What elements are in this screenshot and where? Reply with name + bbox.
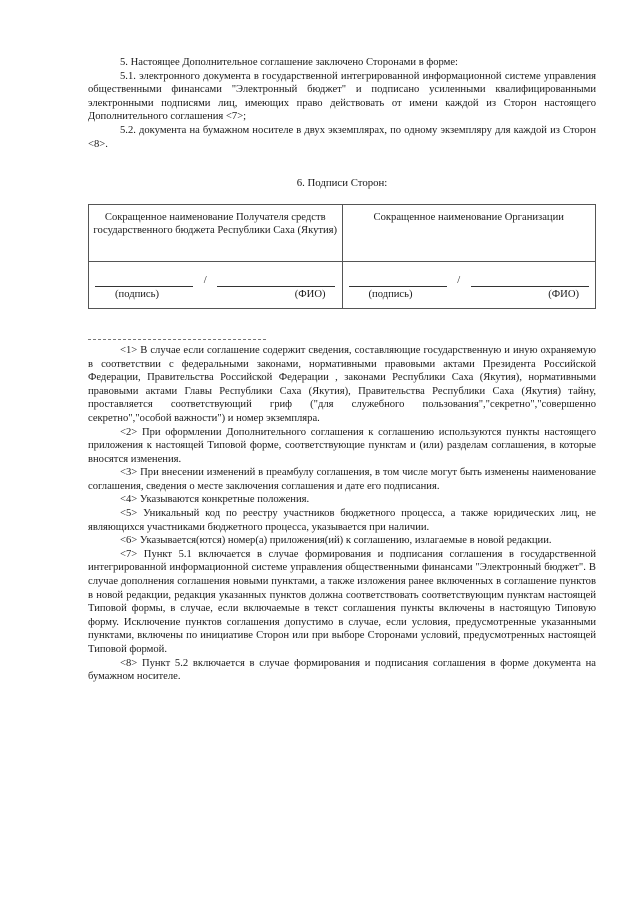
section5-item-2: 5.2. документа на бумажном носителе в двух экземплярах, по одному экземпляру для каждой из Сторон <8>. (88, 124, 596, 150)
footnote-7: <7> Пункт 5.1 включается в случае формирования и подписания соглашения в государственной интегрированной информационной системе управления общественными финансами "Электронный бюджет". В случае дополнения соглашения новыми пунктами, а также изложения ранее включенных в соглашение пунктов в новой редакции, редакция указанных пунктов должна соответствовать соответствующим пунктам настоящей Типовой формы, в случае, если включаемые в текст соглашения пункты включены в настоящую Типовую форму. Исключение пунктов соглашения допустимо в случае, если условия, предусмотренные указанными пунктами, включены по инициативе Сторон или при выборе Сторонами условий, предусмотренных настоящей Типовой формой. (88, 548, 596, 655)
organization-signature-line (347, 274, 592, 288)
name-underline (217, 275, 335, 287)
organization-signature-cell (342, 261, 596, 308)
name-label: (ФИО) (294, 289, 326, 301)
name-underline (471, 275, 589, 287)
signature-underline (349, 275, 447, 287)
footnotes-separator (88, 339, 266, 340)
document-page (88, 56, 596, 684)
section5-intro: 5. Настоящее Дополнительное соглашение заключено Сторонами в форме: (120, 57, 459, 68)
signatures-title: 6. Подписи Сторон: (296, 177, 388, 190)
organization-signature-caption (347, 287, 592, 302)
signature-slash: / (457, 274, 461, 286)
recipient-signature-cell (89, 261, 343, 308)
recipient-signature-line (93, 274, 338, 288)
footnote-6: <6> Указывается(ются) номер(а) приложения(ий) к соглашению, излагаемые в новой редакции. (120, 535, 552, 547)
footnote-1: <1> В случае если соглашение содержит сведения, составляющие государственную и иную охраняемую в соответствии с федеральными законами, нормативными правовыми актами Президента Российской Федерации, Правительства Российской Федерации , законами Республики Саха (Якутия), нормативными правовыми актами Главы Республики Саха (Якутия), Правительства Республики Саха (Якутия) тайну, проставляется соответствующий гриф ("для служебного пользования","секретно","совершенно секретно","особой важности") и номер экземпляра. (88, 344, 596, 424)
recipient-name-cell: Сокращенное наименование Получателя средств государственного бюджета Республики Саха (Якутия) (89, 204, 343, 261)
footnote-4: <4> Указываются конкретные положения. (120, 494, 310, 506)
organization-name-cell: Сокращенное наименование Организации (342, 204, 596, 261)
signatures-table (88, 204, 596, 309)
signature-label: (подпись) (115, 289, 159, 301)
footnote-8: <8> Пункт 5.2 включается в случае формирования и подписания соглашения в форме документа на бумажном носителе. (88, 657, 596, 683)
footnote-5: <5> Уникальный код по реестру участников бюджетного процесса, а также юридических лиц, не являющихся участниками бюджетного процесса, указывается при наличии. (88, 508, 596, 533)
footnote-3: <3> При внесении изменений в преамбулу соглашения, в том числе могут быть изменены наименование соглашения, сведения о месте заключения соглашения и дате его подписания. (88, 467, 596, 492)
section5-item-1: 5.1. электронного документа в государственной интегрированной информационной системе управления общественными финансами "Электронный бюджет" и подписано усиленными квалифицированными электронными подписями лиц, имеющих право действовать от имени каждой из Сторон настоящего Дополнительного соглашения <7>; (88, 70, 596, 123)
recipient-signature-caption (93, 287, 338, 302)
signature-underline (95, 275, 193, 287)
name-label: (ФИО) (548, 289, 579, 301)
signature-slash: / (203, 274, 207, 286)
footnote-2: <2> При оформлении Дополнительного соглашения к соглашению используются пункты настоящего приложения к настоящей Типовой форме, соответствующие пунктам и (или) разделам соглашения, в которые вносятся изменения. (88, 426, 596, 465)
signature-label: (подпись) (368, 289, 413, 301)
